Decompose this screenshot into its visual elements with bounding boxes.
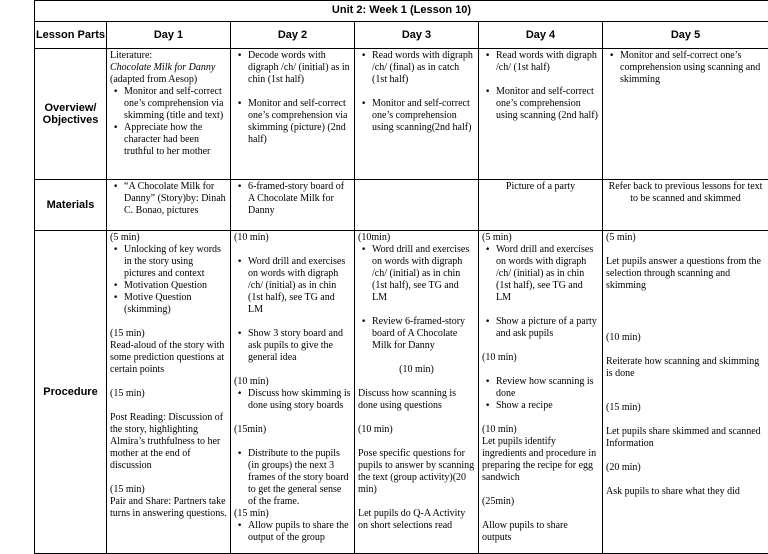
- list-item: • 6-framed-story board of A Chocolate Milk for Danny: [248, 181, 351, 217]
- procedure-text: Allow pupils to share outputs: [482, 520, 599, 544]
- bullet-list: [358, 50, 475, 134]
- row-materials: [35, 180, 768, 231]
- materials-day-2: [231, 180, 355, 231]
- header-day-2: Day 2: [231, 22, 355, 49]
- row-label-procedure: Procedure: [35, 231, 107, 554]
- time-label: (15 min): [110, 484, 227, 496]
- page-title: Unit 2: Week 1 (Lesson 10): [35, 1, 768, 22]
- list-item: • Unlocking of key words in the story using pictures and context: [124, 244, 227, 280]
- list-item: • Monitor and self-correct one’s comprehension via skimming (picture) (2nd half): [248, 98, 351, 146]
- overview-day-5: [603, 49, 768, 180]
- bullet-list: [234, 520, 351, 544]
- row-label-overview: Overview/ Objectives: [35, 49, 107, 180]
- row-label-materials: Materials: [35, 180, 107, 231]
- procedure-text: Let pupils identify ingredients and procedure in preparing the recipe for egg sandwich: [482, 436, 599, 484]
- procedure-day-1: [107, 231, 231, 554]
- bullet-list: [482, 376, 599, 412]
- procedure-text: Reiterate how scanning and skimming is done: [606, 356, 765, 380]
- header-day-1: Day 1: [107, 22, 231, 49]
- list-item: • Show a recipe: [496, 400, 599, 412]
- procedure-text: Let pupils do Q-A Activity on short selections read: [358, 508, 475, 532]
- header-lesson-parts: Lesson Parts: [35, 22, 107, 49]
- procedure-day-4: [479, 231, 603, 554]
- story-title: [110, 62, 227, 74]
- list-item: • Word drill and exercises on words with digraph /ch/ (initial) as in chin (1st half), see TG and LM: [496, 244, 599, 304]
- list-item: • Show 3 story board and ask pupils to give the general idea: [248, 328, 351, 364]
- time-label: (10 min): [234, 232, 351, 244]
- time-label: (15 min): [234, 508, 351, 520]
- header-day-4: Day 4: [479, 22, 603, 49]
- list-item: • Discuss how skimming is done using story boards: [248, 388, 351, 412]
- bullet-list: [234, 50, 351, 146]
- procedure-day-2: [231, 231, 355, 554]
- list-item: • Word drill and exercises on words with digraph /ch/ (initial) as in chin (1st half), see TG and LM: [372, 244, 475, 304]
- list-item: • Appreciate how the character had been truthful to her mother: [124, 122, 227, 158]
- procedure-day-5: [603, 231, 768, 554]
- procedure-text: Let pupils answer a questions from the selection through scanning and skimming: [606, 256, 765, 292]
- procedure-text: Read-aloud of the story with some prediction questions at certain points: [110, 340, 227, 376]
- list-item: • Motive Question (skimming): [124, 292, 227, 316]
- time-label: (5 min): [482, 232, 599, 244]
- time-label: (10 min): [358, 424, 475, 436]
- procedure-text: Ask pupils to share what they did: [606, 486, 765, 498]
- bullet-list: [110, 86, 227, 158]
- procedure-text: Post Reading: Discussion of the story, highlighting Almira’s truthfulness to her mother at the end of discussion: [110, 412, 227, 472]
- bullet-list: [482, 50, 599, 122]
- text-line: (adapted from Aesop): [110, 74, 227, 86]
- time-label: (10 min): [358, 364, 475, 376]
- time-label: (10 min): [234, 376, 351, 388]
- list-item: • Monitor and self-correct one’s comprehension using scanning(2nd half): [372, 98, 475, 134]
- list-item: • Review how scanning is done: [496, 376, 599, 400]
- materials-day-4: Picture of a party: [479, 180, 603, 231]
- list-item: • Monitor and self-correct one’s comprehension via skimming (title and text): [124, 86, 227, 122]
- bullet-list: [234, 388, 351, 412]
- overview-day-4: [479, 49, 603, 180]
- bullet-list: [234, 256, 351, 364]
- row-procedure: [35, 231, 768, 554]
- materials-day-5: Refer back to previous lessons for text to be scanned and skimmed: [603, 180, 768, 231]
- list-item: • Decode words with digraph /ch/ (initial) as in chin (1st half): [248, 50, 351, 86]
- time-label: (15 min): [606, 402, 765, 414]
- overview-day-2: [231, 49, 355, 180]
- time-label: (15min): [234, 424, 351, 436]
- bullet-list: [110, 181, 227, 217]
- text-line: Chocolate Milk for Danny: [110, 62, 215, 73]
- list-item: • Read words with digraph /ch/ (final) as in catch (1st half): [372, 50, 475, 86]
- text-line: Literature:: [110, 50, 227, 62]
- bullet-list: [110, 244, 227, 316]
- time-label: (10 min): [482, 352, 599, 364]
- procedure-text: Pose specific questions for pupils to answer by scanning the text (group activity)(20 min): [358, 448, 475, 496]
- time-label: (20 min): [606, 462, 765, 474]
- bullet-list: [234, 448, 351, 508]
- list-item: • Monitor and self-correct one’s comprehension using scanning and skimming: [620, 50, 765, 86]
- list-item: • Word drill and exercises on words with digraph /ch/ (initial) as in chin (1st half), see TG and LM: [248, 256, 351, 316]
- lesson-plan-sheet: [34, 0, 768, 543]
- list-item: • Review 6-framed-story board of A Chocolate Milk for Danny: [372, 316, 475, 352]
- time-label: (15 min): [110, 328, 227, 340]
- bullet-list: [482, 244, 599, 340]
- materials-day-3: [355, 180, 479, 231]
- list-item: • Motivation Question: [124, 280, 227, 292]
- overview-day-3: [355, 49, 479, 180]
- bullet-list: [234, 181, 351, 217]
- time-label: (25min): [482, 496, 599, 508]
- overview-day-1: [107, 49, 231, 180]
- time-label: (10min): [358, 232, 475, 244]
- bullet-list: [358, 244, 475, 352]
- time-label: (10 min): [606, 332, 765, 344]
- materials-day-1: [107, 180, 231, 231]
- list-item: • Allow pupils to share the output of the group: [248, 520, 351, 544]
- row-overview: [35, 49, 768, 180]
- procedure-day-3: [355, 231, 479, 554]
- bullet-list: [606, 50, 765, 86]
- list-item: • “A Chocolate Milk for Danny” (Story)by: Dinah C. Bonao, pictures: [124, 181, 227, 217]
- time-label: (15 min): [110, 388, 227, 400]
- list-item: • Monitor and self-correct one’s comprehension using scanning (2nd half): [496, 86, 599, 122]
- procedure-text: Let pupils share skimmed and scanned Information: [606, 426, 765, 450]
- list-item: • Distribute to the pupils (in groups) the next 3 frames of the story board to get the general sense of the frame.: [248, 448, 351, 508]
- header-day-5: Day 5: [603, 22, 768, 49]
- time-label: (5 min): [606, 232, 765, 244]
- procedure-text: Discuss how scanning is done using questions: [358, 388, 475, 412]
- time-label: (10 min): [482, 424, 599, 436]
- list-item: • Show a picture of a party and ask pupils: [496, 316, 599, 340]
- list-item: • Read words with digraph /ch/ (1st half): [496, 50, 599, 74]
- lesson-plan-table: [34, 0, 768, 554]
- time-label: (5 min): [110, 232, 227, 244]
- procedure-text: Pair and Share: Partners take turns in answering questions.: [110, 496, 227, 520]
- header-day-3: Day 3: [355, 22, 479, 49]
